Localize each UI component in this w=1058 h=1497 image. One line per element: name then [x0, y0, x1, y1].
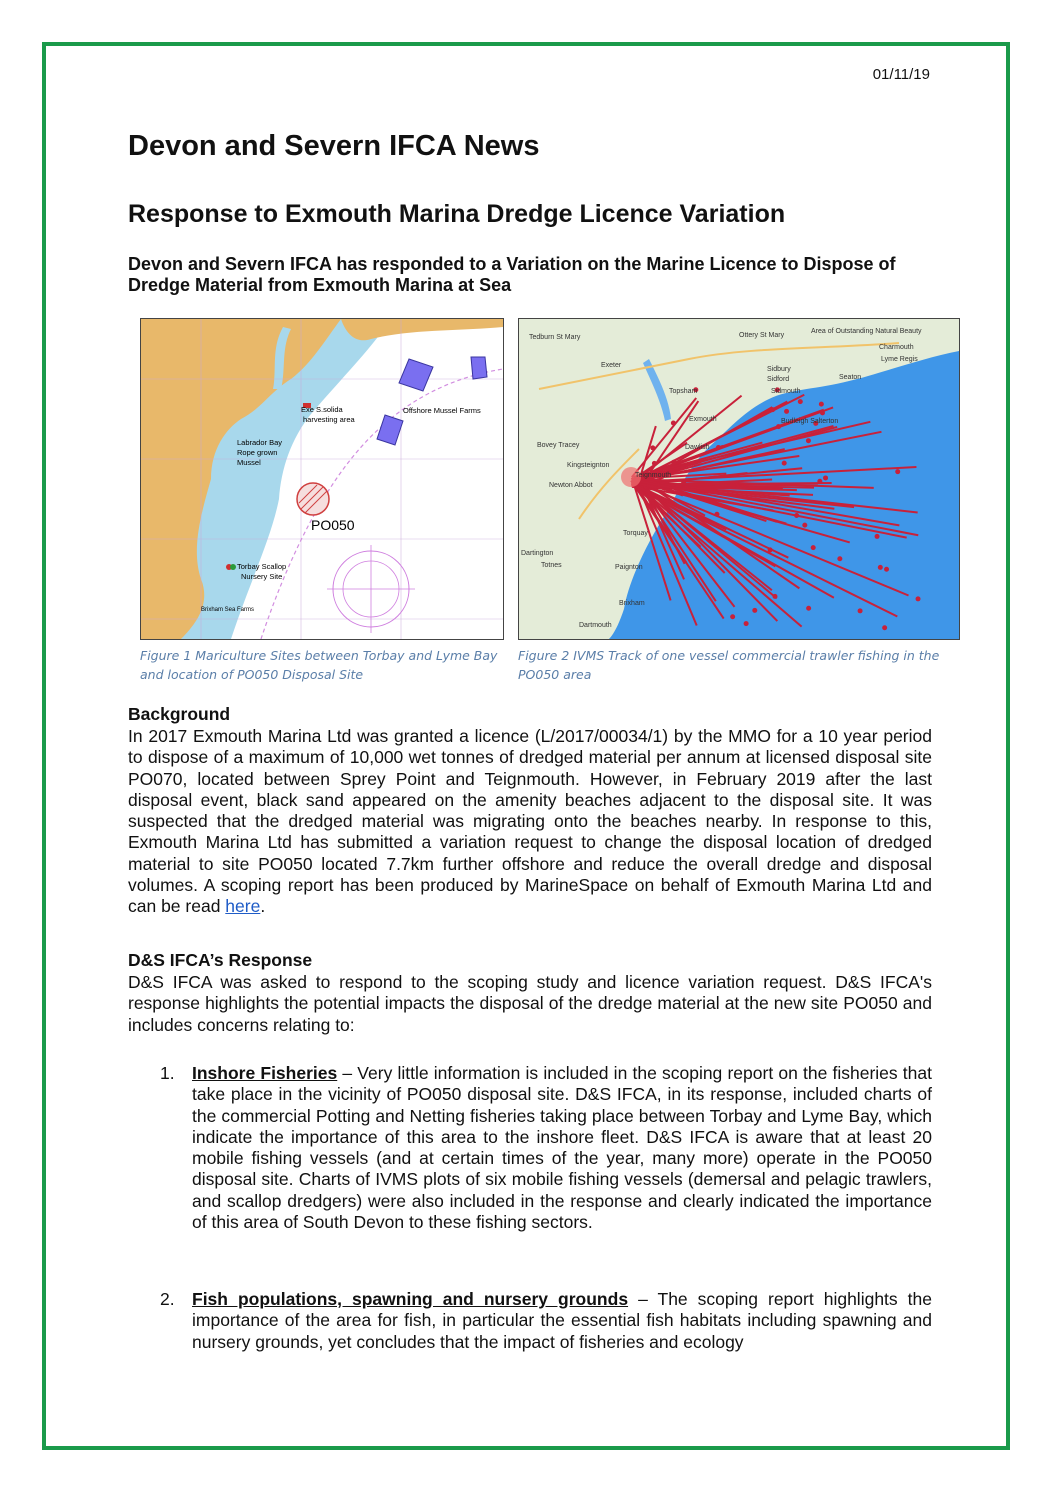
label-exe: Exe S.solida — [301, 405, 343, 414]
date: 01/11/19 — [872, 66, 930, 83]
label-labrador: Labrador Bay — [237, 438, 283, 447]
label-torbay: Torbay Scallop — [237, 562, 287, 571]
place-label: Paignton — [615, 564, 643, 571]
place-label: Tedburn St Mary — [529, 334, 581, 341]
label-exe-2: harvesting area — [303, 415, 355, 424]
place-label: Lyme Regis — [881, 356, 918, 363]
lede: Devon and Severn IFCA has responded to a Variation on the Marine Licence to Dispose of Dredge Material from Exmouth Marina at Sea — [128, 254, 896, 295]
place-label: Area of Outstanding Natural Beauty — [811, 328, 922, 335]
label-brixham: Brixham Sea Farms — [201, 607, 255, 613]
background-text: In 2017 Exmouth Marina Ltd was granted a licence (L/2017/00034/1) by the MMO for a 10 year period to dispose of a maximum of 10,000 wet tonnes of dredged material per annum at licensed disposal site PO070, located between Sprey Point and Teignmouth. However, in February 2019 after the last disposal event, black sand appeared on the amenity beaches adjacent to the disposal site. It was suspected that the dredged material was migrating onto the beaches nearby. In response to this, Exmouth Marina Ltd has submitted a variation request to change the disposal location of dredged material to site PO050 located 7.7km further offshore and reduce the overall dredge and disposal volumes. A scoping report has been produced by MarineSpace on behalf of Exmouth Marina Ltd and can be read here. — [128, 726, 932, 917]
place-label: Dartington — [521, 550, 554, 557]
figure-mariculture-map — [140, 318, 504, 640]
item-term: Fish populations, spawning and nursery grounds — [192, 1289, 629, 1309]
label-labrador-2: Rope grown — [237, 448, 278, 457]
page-title: Devon and Severn IFCA News — [128, 130, 540, 162]
background-heading: Background — [128, 704, 231, 724]
place-label: Exmouth — [689, 416, 717, 423]
place-label: Teignmouth — [635, 472, 672, 479]
place-label: Seaton — [839, 374, 862, 381]
label-po050: PO050 — [311, 517, 355, 533]
place-label: Dartmouth — [579, 622, 612, 629]
place-label: Totnes — [541, 562, 562, 569]
place-label: Torquay — [623, 530, 648, 537]
figure-1-caption: Figure 1 Mariculture Sites between Torbay and Lyme Bay and location of PO050 Disposal Site — [140, 648, 498, 682]
place-label: Dawlish — [685, 444, 710, 451]
response-heading: D&S IFCA’s Response — [128, 950, 313, 970]
item-term: Inshore Fisheries — [192, 1063, 338, 1083]
place-label: Sidford — [767, 376, 790, 383]
place-label: Sidmouth — [771, 388, 801, 395]
place-label: Charmouth — [879, 344, 914, 351]
figure-2-caption: Figure 2 IVMS Track of one vessel commercial trawler fishing in the PO050 area — [518, 648, 940, 682]
place-label: Ottery St Mary — [739, 332, 785, 339]
response-text: D&S IFCA was asked to respond to the scoping study and licence variation request. D&S IFCA's response highlights the potential impacts the disposal of the dredge material at the new site PO050 and includes concerns relating to: — [128, 972, 932, 1035]
place-label: Bovey Tracey — [537, 442, 580, 449]
label-labrador-3: Mussel — [237, 458, 261, 467]
place-label: Sidbury — [767, 366, 791, 373]
place-label: Exeter — [601, 362, 622, 369]
place-label: Kingsteignton — [567, 462, 610, 469]
place-label: Brixham — [619, 600, 645, 607]
label-mussel: Offshore Mussel Farms — [403, 406, 481, 415]
figure-ivms-track — [518, 318, 960, 640]
label-torbay-2: Nursery Site — [241, 572, 283, 581]
article-title: Response to Exmouth Marina Dredge Licence Variation — [128, 200, 786, 228]
scoping-report-link[interactable]: here — [225, 896, 261, 917]
place-label: Budleigh Salterton — [781, 418, 839, 425]
place-label: Newton Abbot — [549, 482, 593, 489]
place-label: Topsham — [669, 388, 698, 395]
